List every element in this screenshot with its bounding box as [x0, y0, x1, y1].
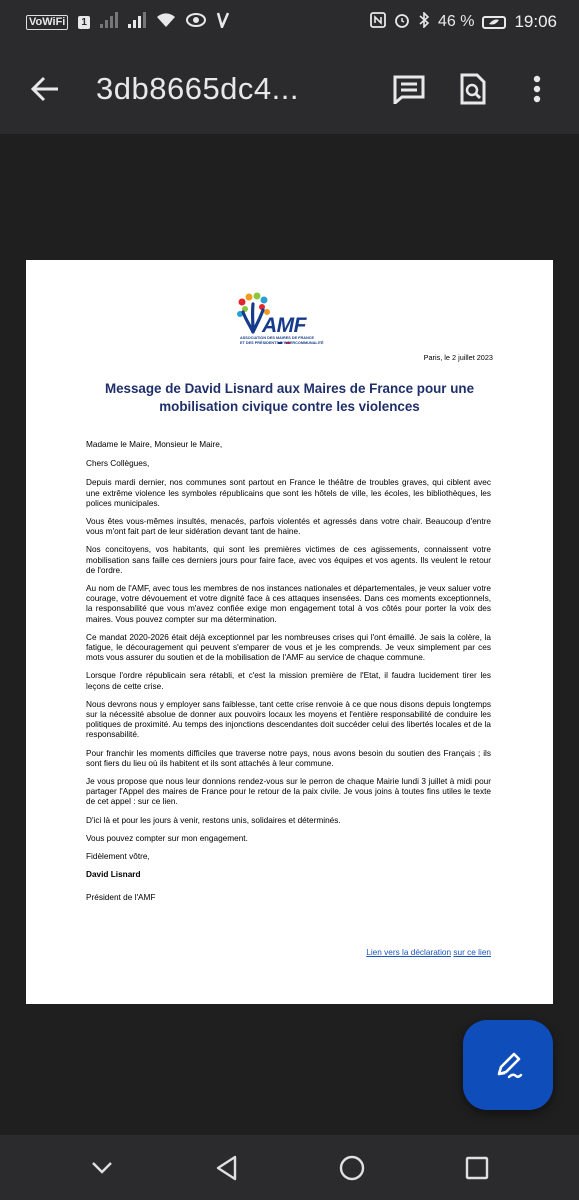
nav-home-icon — [338, 1154, 366, 1182]
toolbar — [0, 44, 579, 134]
signer-name: David Lisnard — [86, 870, 141, 880]
clock: 19:06 — [514, 12, 557, 31]
declaration-link[interactable]: Lien vers la déclaration — [366, 948, 452, 957]
bluetooth-icon — [418, 12, 430, 33]
alarm-icon — [394, 12, 410, 33]
signer-title: Président de l'AMF — [86, 892, 156, 902]
back-button[interactable] — [21, 65, 69, 113]
signal-icon — [128, 12, 146, 33]
logo-subtitle-line2: ET DES PRÉSIDENTS D'INTERCOMMUNALITÉ — [240, 341, 324, 345]
closing: Fidèlement vôtre, — [86, 852, 150, 862]
back-arrow-icon — [30, 76, 60, 102]
declaration-links — [366, 948, 491, 957]
logo-subtitle-line1: ASSOCIATION DES MAIRES DE FRANCE — [240, 336, 314, 340]
search-document-icon — [459, 73, 487, 105]
nav-recents-icon — [465, 1156, 489, 1180]
logo-subtitle — [240, 336, 324, 346]
paragraph: Nous devrons nous y employer sans faiblesse, tant cette crise renvoie à ce que nous disons depuis longtemps sur la nécessité absolue de donner aux pouvoirs locaux les moyens et l'entière responsabilité de conduire les politiques de proximité. Au temps des injonctions descendantes doit succéder celui des libertés locales et de la responsabilité. — [86, 699, 491, 740]
comment-button[interactable] — [387, 67, 431, 111]
battery-icon — [482, 16, 506, 29]
salutation: Madame le Maire, Monsieur le Maire, — [86, 440, 223, 449]
paragraph: Au nom de l'AMF, avec tous les membres de nos instances nationales et départementales, je veux saluer votre courage, votre dévouement et votre dignité face à ces attaques insensées. Dans ces moments exceptionnels, la responsabilité que vous m'avez confiée exige mon engagement total à vos côtés pour porter la voix des maires. Vous pouvez compter sur ma détermination. — [86, 584, 491, 624]
paragraph: Lorsque l'ordre républicain sera rétabli, et c'est la mission première de l'Etat, il faudra lucidement tirer les leçons de cette crise. — [86, 671, 491, 691]
logo-brand: AMF — [262, 314, 306, 337]
nav-recents-button[interactable] — [455, 1146, 499, 1190]
nav-back-button[interactable] — [205, 1146, 249, 1190]
battery-percent: 46 % — [437, 13, 475, 30]
comment-icon — [392, 74, 426, 104]
paragraph: Pour franchir les moments difficiles que traverse notre pays, nous avons besoin du soutien des Français ; ils sont fiers du lieu où ils habitent et ils sont attachés à leur commune. — [86, 748, 491, 768]
search-document-button[interactable] — [451, 67, 495, 111]
document-page — [26, 260, 553, 1004]
status-left — [26, 12, 230, 33]
eye-icon — [186, 13, 206, 32]
status-bar — [0, 0, 579, 44]
edit-pen-icon — [491, 1048, 525, 1082]
more-options-button[interactable] — [515, 67, 559, 111]
paragraph: Vous pouvez compter sur mon engagement. — [86, 833, 248, 843]
status-right — [370, 12, 557, 33]
nav-home-button[interactable] — [330, 1146, 374, 1190]
document-title: 3db8665dc4... — [96, 71, 300, 106]
letter-heading: Message de David Lisnard aux Maires de France pour une mobilisation civique contre les violences — [104, 381, 475, 414]
amf-logo — [232, 292, 348, 352]
sim-badge: 1 — [78, 16, 90, 29]
v-icon — [216, 12, 230, 33]
nav-back-icon — [215, 1155, 239, 1181]
paragraph: D'ici là et pour les jours à venir, restons unis, solidaires et déterminés. — [86, 815, 341, 825]
nfc-icon — [370, 12, 386, 33]
paragraph: Vous êtes vous-mêmes insultés, menacés, parfois violentés et agressés dans votre chair. Beaucoup d'entre vous m'ont fait part de leur sidération devant tant de haine. — [86, 517, 491, 537]
edit-fab-button[interactable] — [463, 1020, 553, 1110]
vowifi-indicator: VoWiFi — [26, 15, 68, 30]
more-vert-icon — [533, 75, 541, 103]
paragraph: Nos concitoyens, vos habitants, qui sont les premières victimes de ces agissements, connaissent votre mobilisation sans faille ces derniers jours pour faire face, avec vos équipes et vos agents. Ils veulent le retour de l'ordre. — [86, 545, 491, 575]
letter-body — [86, 440, 491, 911]
paragraph: Ce mandat 2020-2026 était déjà exceptionnel par les nombreuses crises qui l'ont émaillé. Je sais la colère, la fatigue, le découragement qui peuvent s'emparer de vous et je les comprends. Je veux simplement par ces mots vous assurer du soutien et de la mobilisation de l'AMF au service de chaque commune. — [86, 632, 491, 663]
nav-collapse-button[interactable] — [80, 1146, 124, 1190]
signal-icon — [100, 12, 118, 33]
appeal-link[interactable]: sur ce lien — [453, 948, 491, 957]
toolbar-actions — [387, 67, 559, 111]
paragraph: Je vous propose que nous leur donnions rendez-vous sur le perron de chaque Mairie lundi 3 juillet à midi pour partager l'Appel des maires de France pour le retour de la paix civile. Je vous joins à toutes fins utiles le texte de cet appel : sur ce lien. — [86, 777, 491, 807]
navigation-bar — [0, 1135, 579, 1200]
salutation-colleagues: Chers Collègues, — [86, 459, 150, 469]
wifi-icon — [156, 12, 176, 33]
nav-collapse-icon — [91, 1161, 113, 1175]
letter-date: Paris, le 2 juillet 2023 — [423, 353, 493, 362]
paragraph: Depuis mardi dernier, nos communes sont partout en France le théâtre de troubles graves, qui ciblent avec une extrême violence les symboles républicains que sont les hôtels de ville, les écoles, les bibliothèques, les polices municipales. — [86, 478, 491, 508]
